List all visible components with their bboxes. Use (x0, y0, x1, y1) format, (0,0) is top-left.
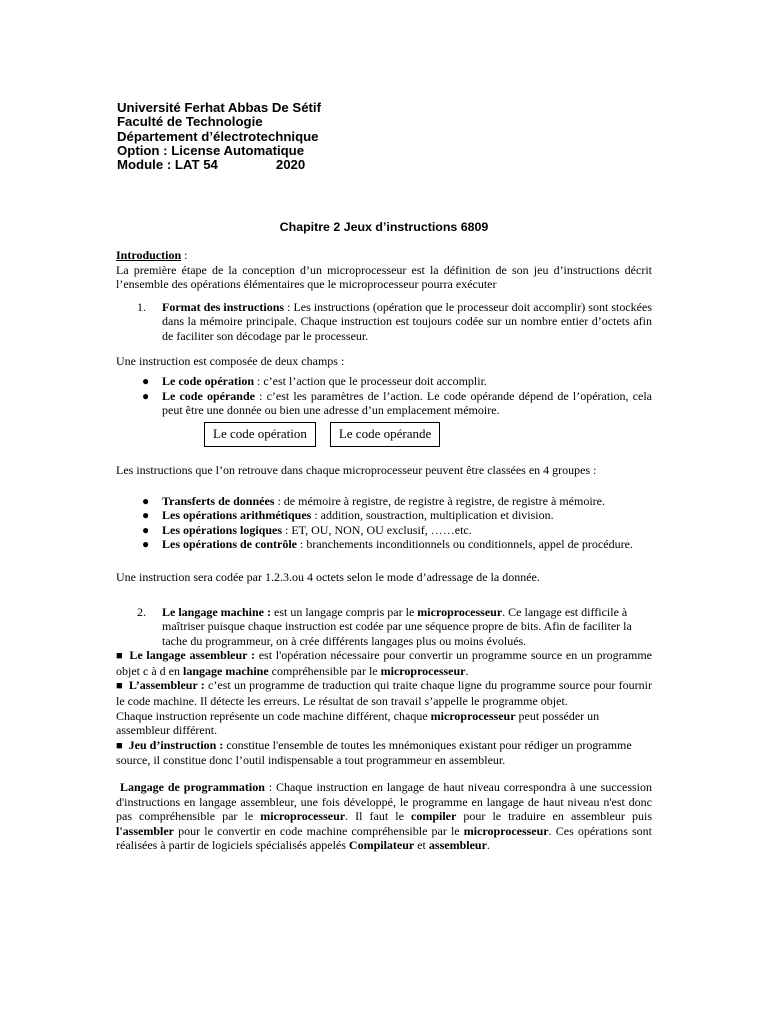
square-bullet-icon: ■ (116, 680, 123, 693)
groups-intro: Les instructions que l’on retrouve dans chaque microprocesseur peuvent être classées en 4 groupes : (116, 462, 597, 477)
programming-language-paragraph: Langage de programmation : Chaque instruction en langage de haut niveau correspondra à une succession d'instructions en langage assembleur, une fois développé, le programme en langage de haut niveau n'est donc pas compréhensible par le microprocesseur. Il faut le compiler pour le traduire en assembleur puis l'assembler pour le convertir en code machine compréhensible par le microprocesseur. Ces opérations sont réalisées à partir de logiciels spécialisés appelés Compilateur et assembleur. (116, 780, 652, 853)
assembler-paragraph: ■ L’assembleur : c’est un programme de traduction qui traite chaque ligne du programme source pour fournir le code machine. Il détecte les erreurs. Le résultat de son travail s’appelle le programme objet. (116, 678, 652, 709)
bullet-icon: ● (142, 508, 150, 523)
section-2-text: Le langage machine : est un langage compris par le microprocesseur. Ce langage est difficile à maîtriser puisque chaque instruction est codée par une séquence propre de bits. Afin de faciliter la tache du programmeur, on à crée différents langages plus ou moins évolués. (162, 604, 632, 648)
module-year: 2020 (275, 157, 306, 173)
field-item-opcode: ● Le code opération : c’est l’action que le processeur doit accomplir. (116, 374, 652, 389)
square-bullet-icon: ■ (116, 739, 123, 752)
fields-intro: Une instruction est composée de deux champs : (116, 353, 345, 368)
option-name: Option : License Automatique (117, 142, 305, 158)
section-2 (116, 605, 652, 649)
field-item-operand: ● Le code opérande : c’est les paramètres de l’action. Le code opérande dépend de l’opération, cela peut être une donnée ou bien une adresse d’un emplacement mémoire. (116, 389, 652, 418)
intro-label: Introduction (116, 248, 182, 262)
bullet-icon: ● (142, 522, 150, 537)
machine-code-paragraph: Chaque instruction représente un code machine différent, chaque microprocesseur peut posséder un assembleur différent. (116, 708, 600, 738)
department-name: Département d’électrotechnique (117, 128, 319, 144)
assembly-language-paragraph: ■ Le langage assembleur : est l'opération nécessaire pour convertir un programme source en un programme objet c à d en langage machine compréhensible par le microprocesseur. (116, 648, 652, 678)
groups-list (116, 494, 652, 552)
square-bullet-icon: ■ (116, 650, 124, 663)
document-body (116, 248, 652, 853)
instruction-format-diagram (204, 422, 652, 447)
bullet-icon: ● (142, 374, 150, 389)
group-item-control: ● Les opérations de contrôle : branchements inconditionnels ou conditionnels, appel de procédure. (116, 537, 652, 552)
bullet-icon: ● (142, 537, 150, 552)
section-2-number: 2. (137, 604, 146, 619)
bullet-icon: ● (142, 493, 150, 508)
university-name: Université Ferhat Abbas De Sétif (117, 100, 321, 115)
section-1-text: Format des instructions : Les instructions (opération que le processeur doit accomplir) sont stockées dans la mémoire principale. Chaque instruction est toujours codée sur un nombre entier d’octets afin de faciliter son décodage par le processeur. (162, 299, 652, 343)
chapter-title: Chapitre 2 Jeux d’instructions 6809 (279, 220, 489, 234)
group-item-logic: ● Les opérations logiques : ET, OU, NON, OU exclusif, ……etc. (116, 523, 652, 538)
module-code: Module : LAT 54 (117, 157, 218, 173)
document-header (117, 101, 321, 172)
intro-heading: Introduction : (116, 248, 188, 262)
section-1 (116, 300, 652, 344)
encoding-paragraph: Une instruction sera codée par 1.2.3.ou 4 octets selon le mode d’adressage de la donnée. (116, 569, 540, 584)
operand-box: Le code opérande (330, 422, 440, 447)
group-item-arithmetic: ● Les opérations arithmétiques : addition, soustraction, multiplication et division. (116, 508, 652, 523)
faculty-name: Faculté de Technologie (117, 114, 263, 130)
section-1-number: 1. (137, 299, 146, 314)
instruction-set-paragraph: ■ Jeu d’instruction : constitue l'ensemble de toutes les mnémoniques existant pour rédiger un programme source, il constitue donc l’outil indispensable a tout programmeur en assembleur. (116, 737, 632, 768)
group-item-transfer: ● Transferts de données : de mémoire à registre, de registre à registre, de registre à mémoire. (116, 494, 652, 509)
module-line (117, 158, 321, 172)
opcode-box: Le code opération (204, 422, 316, 447)
intro-paragraph: La première étape de la conception d’un microprocesseur est la définition de son jeu d’instructions décrit l’ensemble des opérations élémentaires que le microprocesseur pourra exécuter (116, 262, 652, 292)
bullet-icon: ● (142, 388, 150, 403)
